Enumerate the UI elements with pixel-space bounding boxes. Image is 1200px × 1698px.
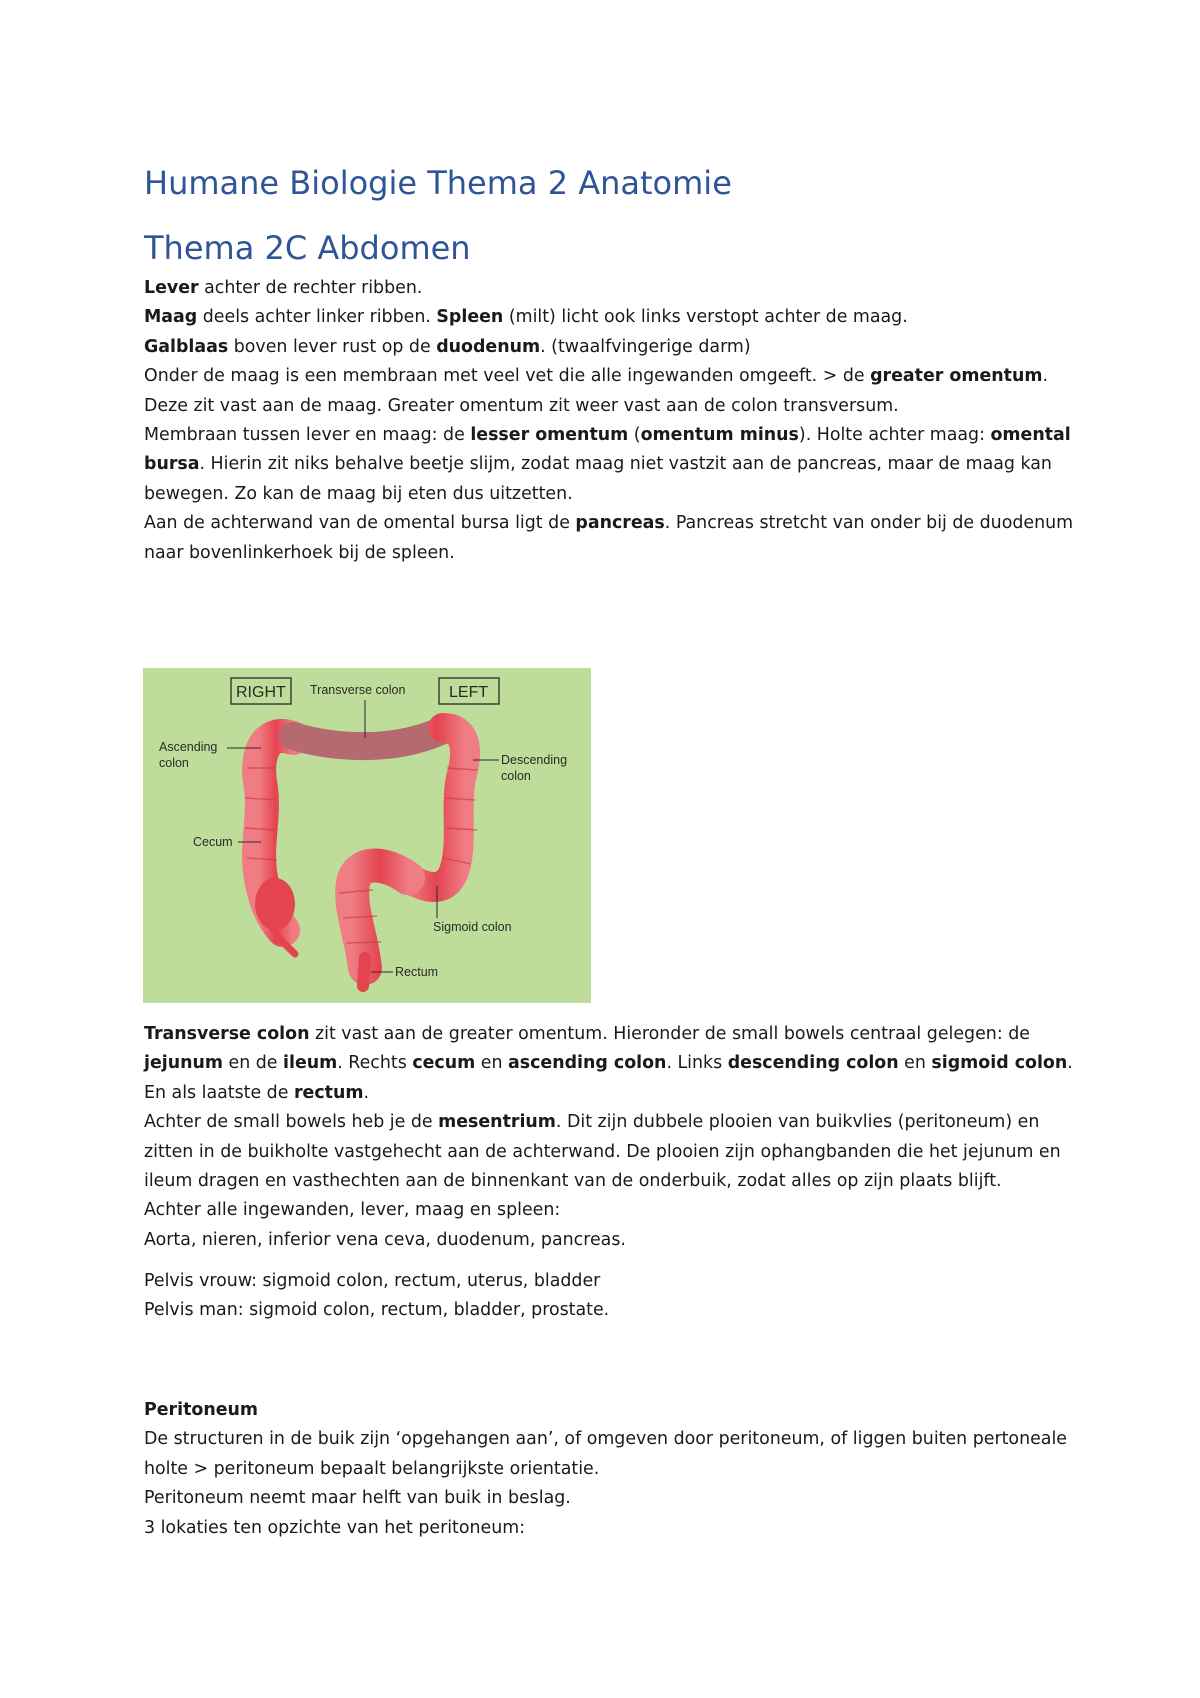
paragraph (144, 303, 1074, 332)
bold-term: Transverse colon (144, 1024, 310, 1044)
text-run: Pelvis man: sigmoid colon, rectum, bladder, prostate. (144, 1300, 610, 1321)
bold-term: Lever (144, 278, 199, 298)
bold-term: cecum (412, 1053, 476, 1074)
bold-term: omentum minus (640, 425, 799, 446)
paragraph-block-pelvis (144, 1267, 1074, 1326)
text-run: . (1067, 1053, 1073, 1074)
text-run: . (twaalfvingerige darm) (540, 336, 751, 357)
bold-term: sigmoid colon (931, 1053, 1068, 1074)
paragraph (144, 362, 1074, 391)
bold-term: Maag (144, 307, 198, 328)
paragraph-block-peritoneum (144, 1396, 1074, 1543)
document-title: Humane Biologie Thema 2 Anatomie (144, 164, 732, 202)
label-sigmoid-colon: Sigmoid colon (433, 920, 512, 934)
paragraph (144, 1079, 1074, 1108)
paragraph (144, 274, 1074, 303)
text-run: 3 lokaties ten opzichte van het peritoneum: (144, 1517, 526, 1538)
paragraph (144, 392, 1074, 421)
text-run: ). Holte achter maag: (798, 425, 991, 446)
bold-term: Peritoneum (144, 1400, 259, 1420)
text-run: . Rechts (337, 1053, 413, 1074)
paragraph (144, 421, 1074, 509)
text-run: De structuren in de buik zijn ‘opgehangen aan’, of omgeven door peritoneum, of liggen buiten pertoneale holte > peritoneum bepaalt belangrijkste orientatie. (144, 1429, 1067, 1479)
bold-term: rectum (293, 1082, 364, 1103)
paragraph (144, 1396, 1074, 1425)
bold-term: ileum (283, 1053, 338, 1074)
text-run: Achter de small bowels heb je de (144, 1112, 439, 1133)
paragraph (144, 333, 1074, 362)
text-run: En als laatste de (144, 1082, 294, 1103)
colon-illustration (143, 668, 591, 1003)
transverse-colon-shape (293, 730, 443, 746)
text-run: Deze zit vast aan de maag. Greater omentum zit weer vast aan de colon transversum. (144, 395, 899, 416)
paragraph (144, 1020, 1074, 1079)
paragraph (144, 1226, 1074, 1255)
text-run: Peritoneum neemt maar helft van buik in beslag. (144, 1488, 571, 1509)
section-heading: Thema 2C Abdomen (144, 229, 471, 267)
text-run: en (475, 1053, 509, 1074)
text-run: Onder de maag is een membraan met veel vet die alle ingewanden omgeeft. > de (144, 366, 871, 387)
paragraph (144, 1296, 1074, 1325)
cecum-shape (255, 878, 295, 930)
paragraph (144, 1425, 1074, 1484)
colon-diagram (143, 668, 591, 1003)
bold-term: omental bursa (144, 425, 1071, 475)
label-descending-2: colon (501, 769, 531, 783)
text-run: boven lever rust op de (228, 336, 437, 357)
rectum-shape (363, 958, 365, 986)
label-cecum: Cecum (193, 835, 233, 849)
paragraph (144, 1108, 1074, 1196)
label-left: LEFT (449, 684, 489, 701)
text-run: en de (222, 1053, 284, 1074)
text-run: . Dit zijn dubbele plooien van buikvlies (peritoneum) en zitten in de buikholte vastgehecht aan de achterwand. De plooien zijn ophangbanden die het jejunum en ileum dragen en vasthechten aan de binnenkant van de onderbuik, zodat alles op zijn plaats blijft. (144, 1112, 1061, 1192)
bold-term: greater omentum (870, 366, 1043, 387)
text-run: Membraan tussen lever en maag: de (144, 425, 471, 446)
text-run: . Pancreas stretcht van onder bij de duodenum naar bovenlinkerhoek bij de spleen. (144, 513, 1074, 563)
text-run: deels achter linker ribben. (197, 307, 437, 328)
bold-term: pancreas (575, 513, 665, 534)
text-run: Achter alle ingewanden, lever, maag en spleen: (144, 1200, 561, 1221)
paragraph-block-organs (144, 274, 1074, 568)
label-ascending-1: Ascending (159, 740, 218, 754)
paragraph (144, 1484, 1074, 1513)
text-run: Aorta, nieren, inferior vena ceva, duodenum, pancreas. (144, 1229, 626, 1250)
bold-term: ascending colon (508, 1053, 667, 1074)
text-run: . (1042, 366, 1048, 387)
paragraph (144, 1196, 1074, 1225)
text-run: . Links (666, 1053, 728, 1074)
text-run: achter de rechter ribben. (198, 278, 423, 298)
bold-term: descending colon (727, 1053, 899, 1074)
label-ascending-2: colon (159, 756, 189, 770)
paragraph (144, 1514, 1074, 1543)
bold-term: mesentrium (438, 1112, 556, 1133)
label-right: RIGHT (236, 684, 286, 701)
text-run: (milt) licht ook links verstopt achter de maag. (503, 307, 908, 328)
paragraph (144, 1267, 1074, 1296)
text-run: . (363, 1082, 369, 1103)
label-descending-1: Descending (501, 753, 568, 767)
bold-term: duodenum (436, 336, 541, 357)
label-rectum: Rectum (395, 965, 439, 979)
bold-term: Galblaas (144, 336, 229, 357)
text-run: ( (628, 425, 641, 446)
paragraph (144, 509, 1074, 568)
text-run: zit vast aan de greater omentum. Hieronder de small bowels centraal gelegen: de (309, 1024, 1030, 1044)
text-run: Aan de achterwand van de omental bursa ligt de (144, 513, 576, 534)
text-run: Pelvis vrouw: sigmoid colon, rectum, uterus, bladder (144, 1271, 601, 1291)
bold-term: jejunum (144, 1053, 223, 1074)
text-run: en (898, 1053, 932, 1074)
label-transverse-colon: Transverse colon (310, 683, 406, 697)
bold-term: Spleen (436, 307, 504, 328)
bold-term: lesser omentum (470, 425, 629, 446)
text-run: . Hierin zit niks behalve beetje slijm, zodat maag niet vastzit aan de pancreas, maar de maag kan bewegen. Zo kan de maag bij eten dus uitzetten. (144, 454, 1052, 504)
paragraph-block-colon (144, 1020, 1074, 1255)
